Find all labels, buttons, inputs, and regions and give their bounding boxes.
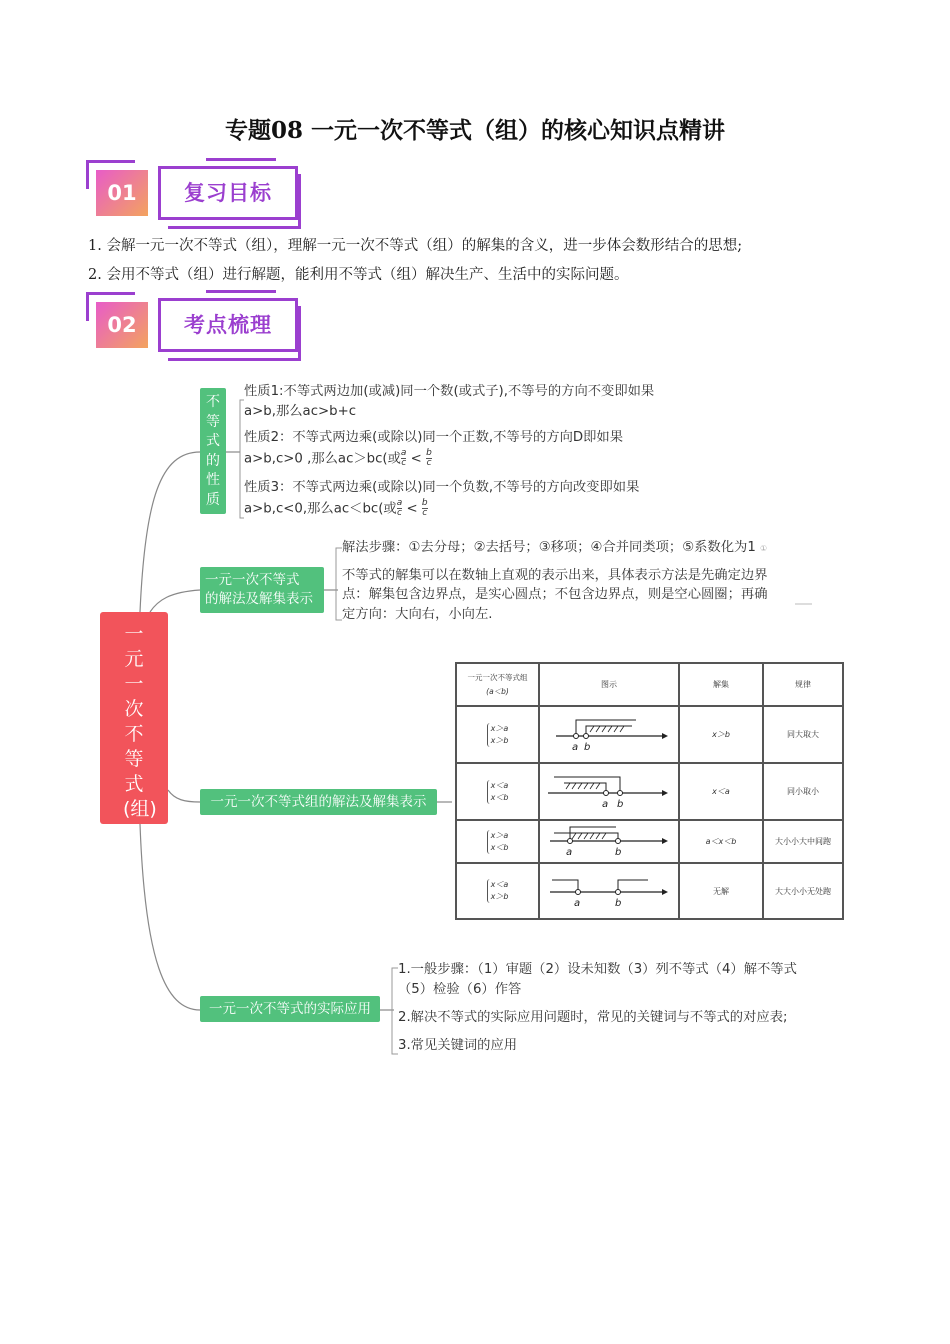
rule-cell: 同小取小: [763, 763, 843, 820]
branch-solving: 一元一次不等式 的解法及解集表示: [200, 567, 324, 613]
fraction-a-over-c: $\frac{a}{c}$: [400, 448, 407, 468]
solving-steps: 解法步骤：①去分母；②去括号；③移项；④合并同类项；⑤系数化为1 ①: [342, 540, 768, 555]
property-3-line1: 性质3：不等式两边乘(或除以)同一个负数,不等号的方向改变即如果: [244, 480, 640, 495]
branch-application: 一元一次不等式的实际应用: [200, 996, 380, 1022]
axis-label-b: b: [617, 798, 624, 810]
axis-label-b: b: [584, 741, 591, 753]
property-1-line2: a>b,那么ac>b+c: [244, 404, 357, 419]
system-expr: x＜a x＜b: [487, 780, 509, 804]
rule-cell: 同大取大: [763, 706, 843, 763]
solution-desc-line3: 定方向：大向右，小向左.: [342, 607, 493, 622]
solution-desc-line1: 不等式的解集可以在数轴上直观的表示出来，具体表示方法是先确定边界: [342, 568, 768, 583]
rule-cell: 大小小大中间跑: [763, 820, 843, 863]
fraction-a-over-c: $\frac{a}{c}$: [396, 498, 403, 518]
application-item-1b: （5）检验（6）作答: [398, 982, 522, 997]
table-header-rule: 规律: [763, 663, 843, 706]
inequality-system-table: [455, 662, 844, 920]
property-2-line2: a>b,c>0 ,那么ac＞bc(或 $\frac{a}{c}$ < $\frac{b}{c}$: [244, 448, 432, 468]
table-header-diagram: 图示: [539, 663, 679, 706]
property-2-line1: 性质2：不等式两边乘(或除以)同一个正数,不等号的方向D即如果: [244, 430, 624, 445]
axis-label-a: a: [566, 846, 573, 858]
axis-label-b: b: [615, 846, 622, 858]
fraction-b-over-c: $\frac{b}{c}$: [421, 498, 428, 518]
application-item-1a: 1.一般步骤：（1）审题（2）设未知数（3）列不等式（4）解不等式: [398, 962, 797, 977]
application-item-2: 2.解决不等式的实际应用问题时，常见的关键词与不等式的对应表;: [398, 1010, 788, 1025]
axis-label-a: a: [602, 798, 609, 810]
table-row: [456, 706, 843, 763]
solution-cell: x＞b: [679, 706, 763, 763]
branch-label: 不等式的性质: [206, 394, 220, 508]
section-number: 01: [96, 170, 148, 216]
number-line-diagram: [539, 706, 679, 763]
page-title: 专题08 一元一次不等式（组）的核心知识点精讲: [224, 117, 725, 144]
application-item-3: 3.常见关键词的应用: [398, 1038, 518, 1053]
table-row: [456, 820, 843, 863]
solution-cell: x＜a: [679, 763, 763, 820]
number-line-diagram: [539, 763, 679, 820]
section-label: 复习目标: [158, 166, 298, 220]
root-label: 一元一次不等式(组): [123, 623, 157, 820]
system-expr: x＜a x＞b: [487, 879, 509, 903]
table-header-solution: 解集: [679, 663, 763, 706]
property-3-line2: a>b,c<0,那么ac＜bc(或 $\frac{a}{c}$ < $\frac{b}{c}$: [244, 498, 428, 518]
fraction-b-over-c: $\frac{b}{c}$: [426, 448, 432, 468]
number-line-diagram: [539, 863, 679, 919]
mindmap-root: [100, 612, 168, 824]
branch-systems: 一元一次不等式组的解法及解集表示: [200, 789, 437, 815]
goal-item-1: 1. 会解一元一次不等式（组），理解一元一次不等式（组）的解集的含义，进一步体会数形结合的思想;: [88, 238, 743, 254]
solution-desc-line2: 点：解集包含边界点，是实心圆点；不包含边界点，则是空心圆圈；再确: [342, 587, 768, 602]
section-number: 02: [96, 302, 148, 348]
solution-cell: a＜x＜b: [679, 820, 763, 863]
axis-label-a: a: [574, 898, 581, 909]
goal-item-2: 2. 会用不等式（组）进行解题，能利用不等式（组）解决生产、生活中的实际问题。: [88, 267, 629, 283]
branch-properties: [200, 388, 226, 514]
table-row: [456, 763, 843, 820]
axis-label-b: b: [615, 898, 622, 909]
property-1-line1: 性质1:不等式两边加(或减)同一个数(或式子),不等号的方向不变即如果: [244, 384, 655, 399]
section-label: 考点梳理: [158, 298, 298, 352]
table-row: [456, 863, 843, 919]
system-expr: x＞a x＜b: [487, 830, 509, 854]
system-expr: x＞a x＞b: [487, 723, 509, 747]
rule-cell: 大大小小无处跑: [763, 863, 843, 919]
solution-cell: 无解: [679, 863, 763, 919]
axis-label-a: a: [572, 741, 579, 753]
number-line-diagram: [539, 820, 679, 863]
table-header-system: 一元一次不等式组 (a＜b): [456, 663, 539, 706]
